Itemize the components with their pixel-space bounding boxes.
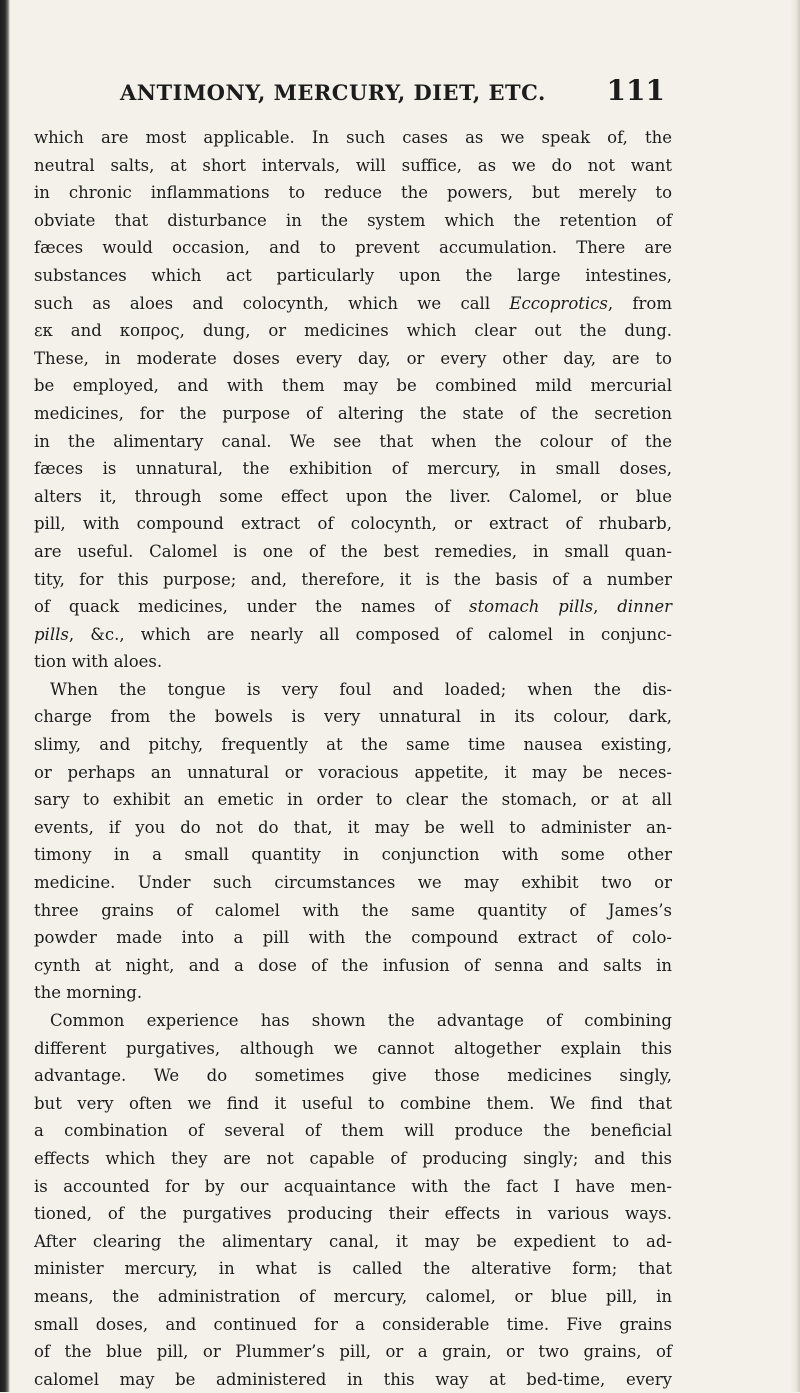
text-line (34, 152, 672, 180)
text-line (34, 1035, 672, 1063)
text-segment: in the alimentary canal. We see that when the colour of the (34, 431, 672, 451)
text-line (34, 1007, 672, 1035)
italic-text: pills (34, 624, 69, 644)
text-segment: charge from the bowels is very unnatural in its colour, dark, (34, 707, 672, 727)
page-edge (790, 0, 800, 1392)
text-segment: medicines, for the purpose of altering the state of the secretion (34, 403, 672, 423)
text-segment: , &c., which are nearly all composed of calomel in conjunc- (68, 624, 672, 644)
text-line (34, 345, 672, 373)
text-segment: is accounted for by our acquaintance with the fact I have men- (34, 1176, 672, 1196)
text-segment: the morning. (34, 983, 143, 1003)
text-segment: substances which act particularly upon the large intestines, (34, 265, 672, 285)
text-line (34, 234, 672, 262)
text-segment: means, the administration of mercury, calomel, or blue pill, in (34, 1286, 672, 1306)
text-line (34, 1062, 672, 1090)
text-segment: medicine. Under such circumstances we may exhibit two or (34, 873, 672, 893)
text-line (34, 179, 672, 207)
text-line (34, 648, 672, 676)
text-line (34, 400, 672, 428)
text-line (34, 1117, 672, 1145)
text-segment: minister mercury, in what is called the alterative form; that (34, 1259, 672, 1279)
italic-text: Eccoprotics (509, 293, 608, 313)
text-line (34, 124, 672, 152)
text-segment: pill, with compound extract of colocynth, or extract of rhubarb, (34, 514, 672, 534)
text-segment: of the blue pill, or Plummer’s pill, or a grain, or two grains, of (34, 1342, 672, 1362)
text-line (34, 676, 672, 704)
text-segment: Common experience has shown the advantage of combining (50, 1011, 672, 1030)
text-line (34, 372, 672, 400)
text-line (34, 897, 672, 925)
text-line (34, 814, 672, 842)
text-segment: After clearing the alimentary canal, it may be expedient to ad- (34, 1231, 672, 1251)
text-line (34, 759, 672, 787)
text-line (34, 510, 672, 538)
running-head (120, 74, 665, 107)
italic-text: dinner (617, 597, 672, 617)
text-line (34, 1366, 672, 1393)
text-segment: or perhaps an unnatural or voracious appetite, it may be neces- (34, 762, 672, 782)
text-segment: timony in a small quantity in conjunction with some other (34, 845, 672, 865)
text-line (34, 1228, 672, 1256)
text-segment: cynth at night, and a dose of the infusion of senna and salts in (34, 955, 672, 975)
text-segment: alters it, through some effect upon the liver. Calomel, or blue (34, 486, 672, 506)
text-line (34, 786, 672, 814)
text-line (34, 428, 672, 456)
italic-text: stomach pills (469, 597, 594, 617)
text-line (34, 483, 672, 511)
text-segment: effects which they are not capable of producing singly; and this (34, 1148, 672, 1168)
text-segment: obviate that disturbance in the system which the retention of (34, 210, 672, 230)
text-segment: When the tongue is very foul and loaded; when the dis- (50, 679, 672, 699)
text-segment: but very often we find it useful to combine them. We find that (34, 1093, 672, 1113)
text-segment: three grains of calomel with the same quantity of James’s (34, 900, 672, 920)
text-segment: a combination of several of them will produce the beneficial (34, 1121, 672, 1141)
text-segment: calomel may be administered in this way at bed-time, every (34, 1369, 672, 1389)
page-binding-shadow (0, 0, 10, 1392)
text-line (34, 703, 672, 731)
text-segment: powder made into a pill with the compound extract of colo- (34, 928, 672, 948)
text-line (34, 207, 672, 235)
text-segment: fæces would occasion, and to prevent accumulation. There are (34, 238, 672, 258)
text-line (34, 924, 672, 952)
body-text (34, 124, 672, 1393)
text-line (34, 317, 672, 345)
text-segment: These, in moderate doses every day, or every other day, are to (34, 348, 672, 368)
text-segment: events, if you do not do that, it may be well to administer an- (34, 817, 672, 837)
running-head-title: ANTIMONY, MERCURY, DIET, ETC. (120, 80, 546, 105)
text-line (34, 1145, 672, 1173)
text-line (34, 1338, 672, 1366)
text-segment: advantage. We do sometimes give those medicines singly, (34, 1066, 672, 1086)
text-segment: which are most applicable. In such cases as we speak of, the (34, 128, 672, 147)
text-segment: tity, for this purpose; and, therefore, it is the basis of a number (34, 569, 672, 589)
text-segment: small doses, and continued for a considerable time. Five grains (34, 1314, 672, 1334)
text-segment: are useful. Calomel is one of the best remedies, in small quan- (34, 541, 672, 561)
text-line (34, 621, 672, 649)
text-segment: neutral salts, at short intervals, will suffice, as we do not want (34, 155, 672, 175)
text-segment: , from (607, 293, 672, 313)
text-line (34, 1200, 672, 1228)
text-line (34, 455, 672, 483)
text-line (34, 1311, 672, 1339)
text-segment: be employed, and with them may be combined mild mercurial (34, 376, 672, 396)
text-segment: such as aloes and colocynth, which we call (34, 293, 510, 313)
text-line (34, 593, 672, 621)
text-line (34, 538, 672, 566)
text-segment: εκ and κοπρος, dung, or medicines which clear out the dung. (34, 321, 672, 341)
text-segment: fæces is unnatural, the exhibition of mercury, in small doses, (34, 459, 672, 479)
page-number: 111 (606, 74, 665, 107)
text-line (34, 262, 672, 290)
text-segment: of quack medicines, under the names of (34, 597, 470, 617)
text-line (34, 290, 672, 318)
text-line (34, 979, 672, 1007)
text-line (34, 566, 672, 594)
text-line (34, 1090, 672, 1118)
text-segment: in chronic inflammations to reduce the powers, but merely to (34, 183, 672, 203)
text-line (34, 1173, 672, 1201)
text-segment: different purgatives, although we cannot altogether explain this (34, 1038, 672, 1058)
text-line (34, 869, 672, 897)
text-segment: tion with aloes. (34, 652, 163, 672)
text-line (34, 841, 672, 869)
text-line (34, 731, 672, 759)
text-segment: , (593, 597, 618, 617)
text-line (34, 1255, 672, 1283)
text-line (34, 1283, 672, 1311)
text-segment: tioned, of the purgatives producing their effects in various ways. (34, 1204, 672, 1224)
text-segment: sary to exhibit an emetic in order to clear the stomach, or at all (34, 790, 672, 810)
text-line (34, 952, 672, 980)
text-segment: slimy, and pitchy, frequently at the same time nausea existing, (34, 735, 672, 755)
